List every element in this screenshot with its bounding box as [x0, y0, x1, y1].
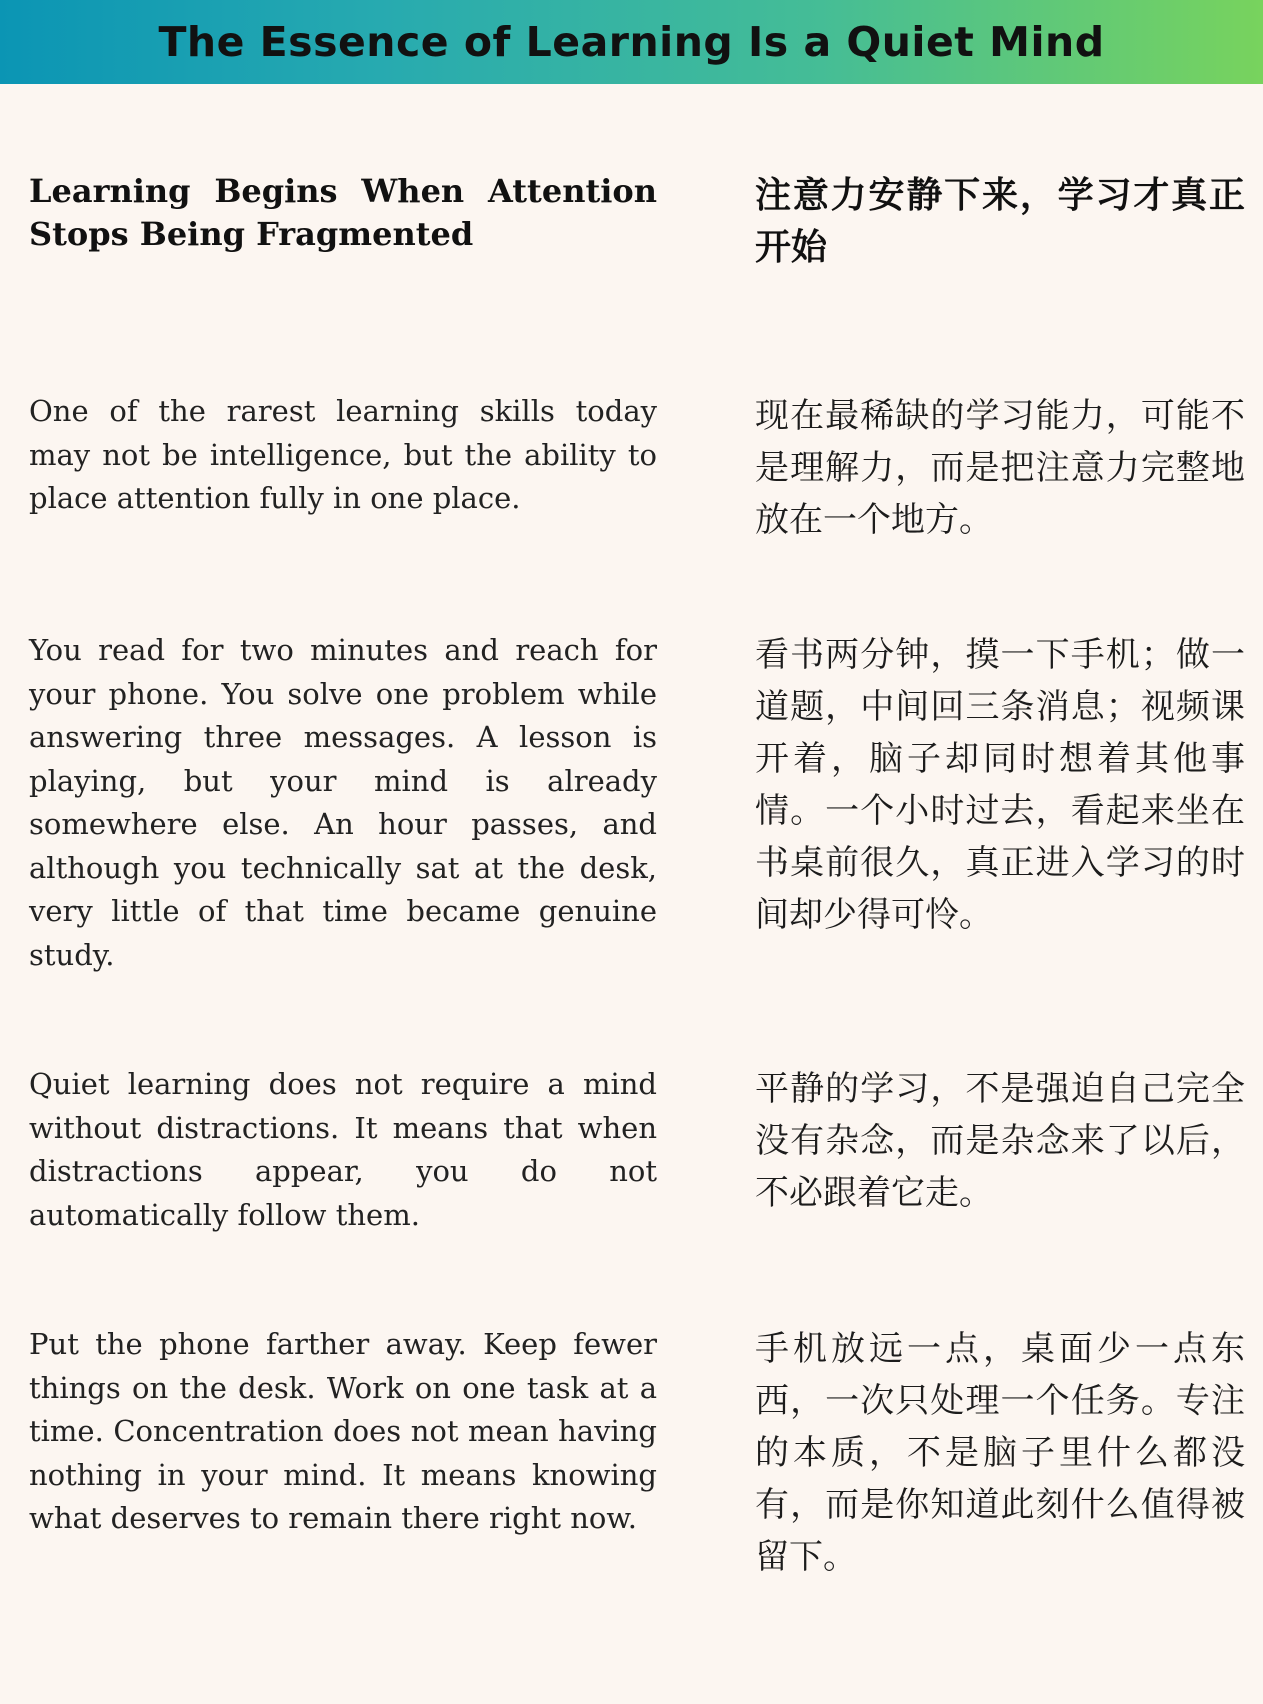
english-paragraph: One of the rarest learning skills today may not be intelligence, but the ability to place attention fully in one place. — [29, 394, 657, 515]
english-paragraph: You read for two minutes and reach for your phone. You solve one problem while answering three messages. A lesson is playing, but your mind is already somewhere else. An hour passes, and although you technically sat at the desk, very little of that time became genuine study. — [29, 633, 657, 972]
page-title: The Essence of Learning Is a Quiet Mind — [158, 18, 1105, 66]
chinese-paragraph: 现在最稀缺的学习能力，可能不是理解力，而是把注意力完整地放在一个地方。 — [755, 396, 1245, 540]
english-paragraph: Quiet learning does not require a mind without distractions. It means that when distractions appear, you do not automatically follow them. — [29, 1067, 657, 1232]
chinese-paragraph: 手机放远一点，桌面少一点东西，一次只处理一个任务。专注的本质，不是脑子里什么都没有，而是你知道此刻什么值得被留下。 — [755, 1329, 1245, 1577]
english-heading: Learning Begins When Attention Stops Being Fragmented — [29, 172, 657, 253]
title-banner — [0, 0, 1263, 84]
chinese-paragraph: 平静的学习，不是强迫自己完全没有杂念，而是杂念来了以后，不必跟着它走。 — [755, 1069, 1245, 1213]
chinese-paragraph: 看书两分钟，摸一下手机；做一道题，中间回三条消息；视频课开着，脑子却同时想着其他事情。一个小时过去，看起来坐在书桌前很久，真正进入学习的时间却少得可怜。 — [755, 635, 1245, 935]
english-paragraph: Put the phone farther away. Keep fewer things on the desk. Work on one task at a time. Concentration does not mean having nothing in your mind. It means knowing what deserves to remain there right now. — [29, 1327, 657, 1535]
chinese-heading: 注意力安静下来，学习才真正开始 — [755, 175, 1245, 268]
